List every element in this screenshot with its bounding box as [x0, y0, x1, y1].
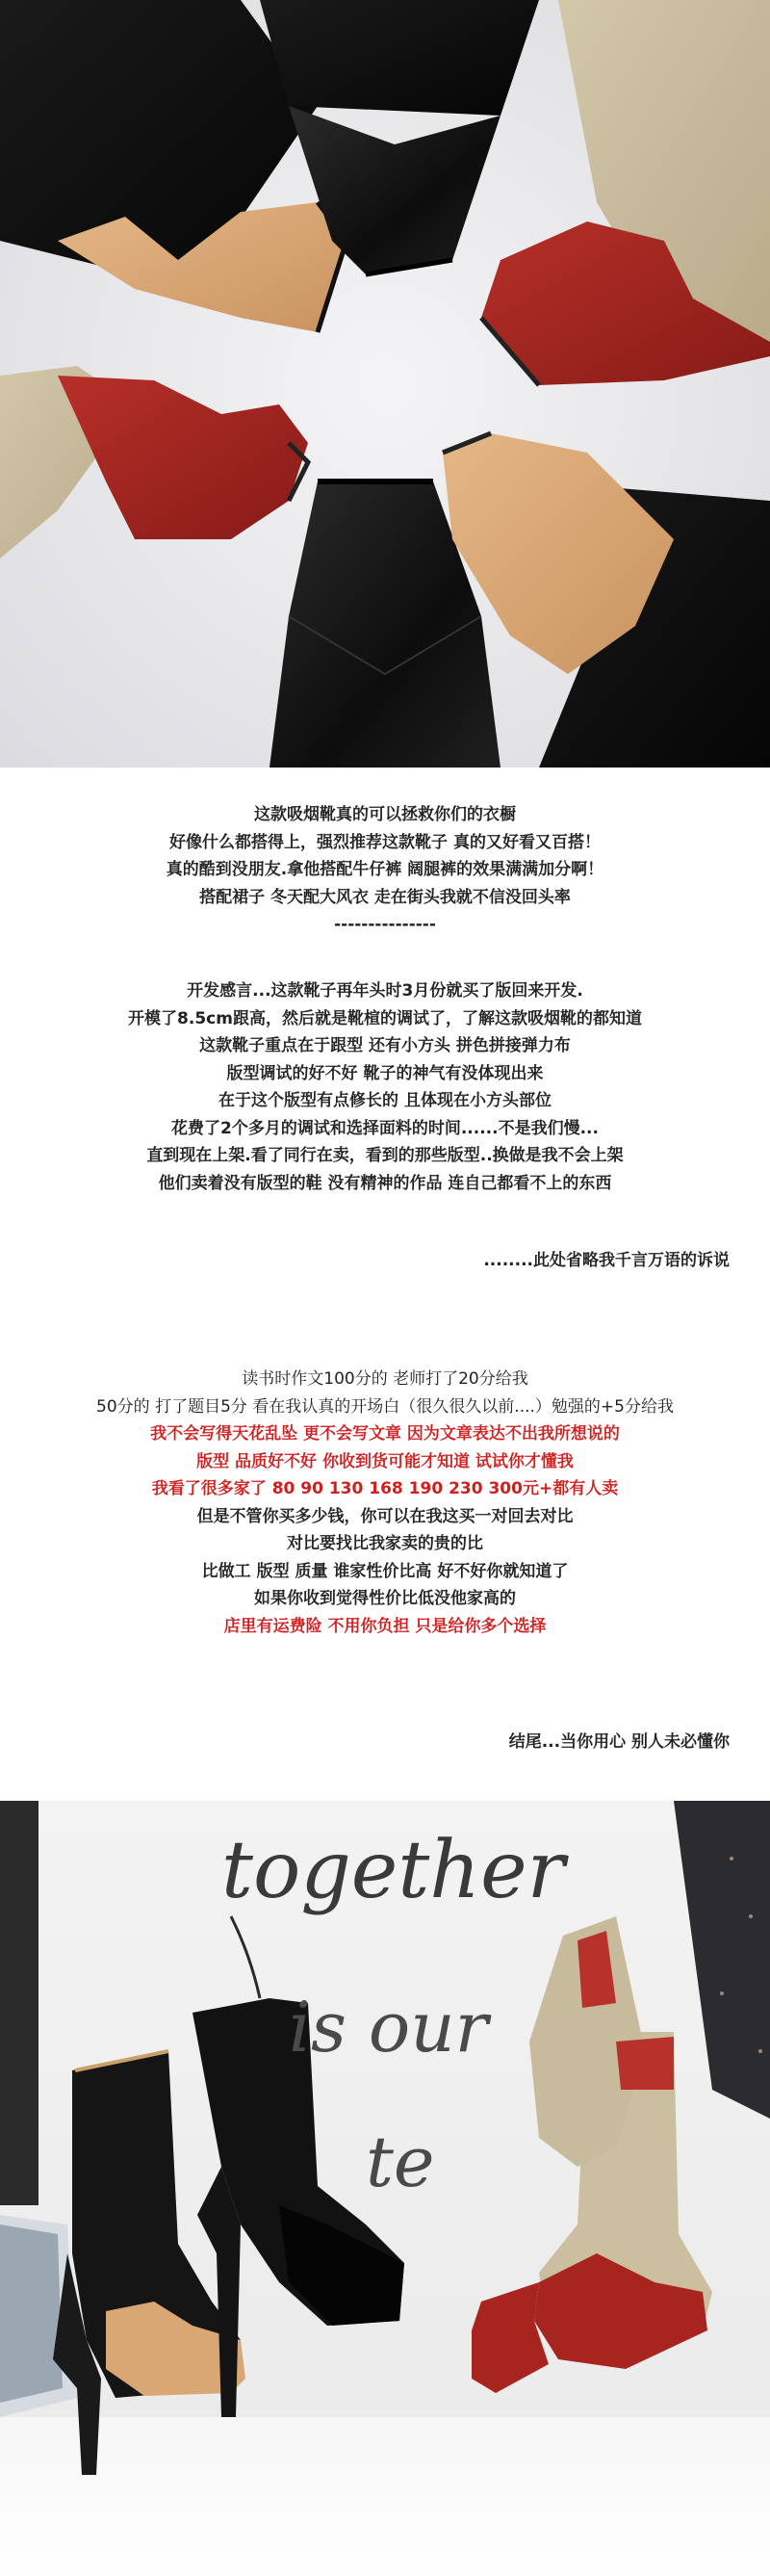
compare-line-highlight: 我不会写得天花乱坠 更不会写文章 因为文章表达不出我所想说的 — [150, 1424, 620, 1444]
story-line: 在于这个版型有点修长的 且体现在小方头部位 — [218, 1091, 552, 1110]
top-product-photo — [0, 0, 770, 768]
closing-section — [0, 1729, 770, 1756]
bottom-product-photo — [0, 1801, 770, 2576]
script-word-is-our: is our — [289, 1987, 488, 2068]
compare-line: 50分的 打了题目5分 看在我认真的开场白（很久很久以前....）勉强的+5分给我 — [96, 1396, 674, 1417]
compare-line: 如果你收到觉得性价比低没他家高的 — [254, 1589, 516, 1608]
intro-line: 好像什么都搭得上，强烈推荐这款靴子 真的又好看又百搭！ — [169, 832, 601, 852]
story-line: 开模了8.5cm跟高，然后就是靴楦的调试了，了解这款吸烟靴的都知道 — [128, 1008, 642, 1028]
story-line: 版型调试的好不好 靴子的神气有没体现出来 — [226, 1063, 544, 1083]
boots-display-image — [0, 1801, 770, 2576]
story-line: 花费了2个多月的调试和选择面料的时间......不是我们慢... — [171, 1118, 599, 1138]
intro-line: 这款吸烟靴真的可以拯救你们的衣橱 — [254, 805, 516, 824]
boots-circle-image — [0, 0, 770, 768]
divider-line: --------------- — [334, 915, 436, 934]
compare-line: 读书时作文100分的 老师打了20分给我 — [242, 1369, 528, 1389]
intro-section — [0, 801, 770, 939]
story-line: 他们卖着没有版型的鞋 没有精神的作品 连自己都看不上的东西 — [158, 1173, 612, 1193]
aside-section — [0, 1247, 770, 1275]
compare-line: 但是不管你买多少钱，你可以在我这买一对回去对比 — [196, 1506, 574, 1526]
script-word-together: together — [221, 1825, 565, 1916]
compare-line: 对比要找比我家卖的贵的比 — [287, 1534, 483, 1553]
intro-line: 真的酷到没朋友.拿他搭配牛仔裤 阔腿裤的效果满满加分啊！ — [166, 860, 604, 879]
development-story-section — [0, 977, 770, 1197]
aside-line: ........此处省略我千言万语的诉说 — [483, 1251, 730, 1270]
compare-line-highlight: 店里有运费险 不用你负担 只是给你多个选择 — [223, 1616, 547, 1636]
story-line: 这款靴子重点在于跟型 还有小方头 拼色拼接弹力布 — [199, 1036, 571, 1055]
comparison-section — [0, 1366, 770, 1640]
closing-line: 结尾...当你用心 别人未必懂你 — [508, 1732, 730, 1752]
story-line: 直到现在上架.看了同行在卖，看到的那些版型..换做是我不会上架 — [146, 1146, 624, 1165]
intro-line: 搭配裙子 冬天配大风衣 走在街头我就不信没回头率 — [199, 887, 571, 907]
compare-line-highlight: 我看了很多家了 80 90 130 168 190 230 300元+都有人卖 — [151, 1479, 619, 1498]
script-word-te: te — [366, 2121, 435, 2202]
compare-line-highlight: 版型 品质好不好 你收到货可能才知道 试试你才懂我 — [196, 1451, 574, 1471]
story-line: 开发感言...这款靴子再年头时3月份就买了版回来开发. — [187, 981, 583, 1001]
compare-line: 比做工 版型 质量 谁家性价比高 好不好你就知道了 — [201, 1561, 569, 1581]
